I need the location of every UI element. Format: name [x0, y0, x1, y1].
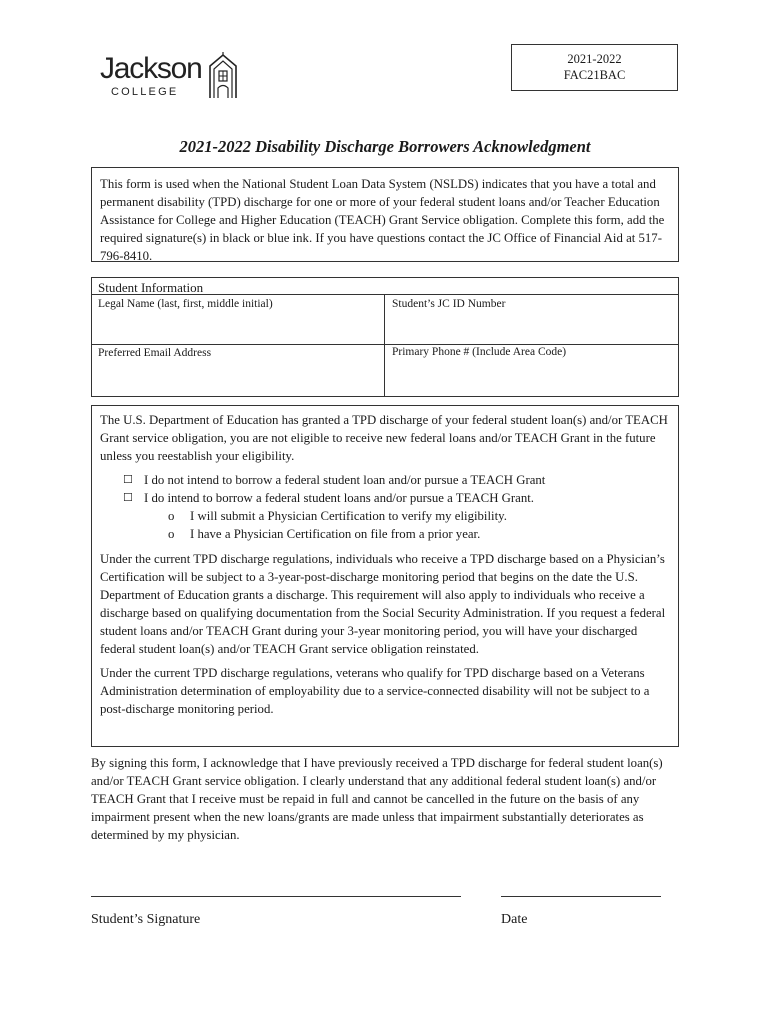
- award-year: 2021-2022: [567, 52, 622, 66]
- veterans-paragraph: Under the current TPD discharge regulations, veterans who qualify for TPD discharge based on a Veterans Administration determination of employability due to a service-connected disability will not be subject to a post-discharge monitoring period.: [100, 666, 650, 716]
- option-borrow[interactable]: [100, 489, 670, 507]
- phone-field[interactable]: Primary Phone # (Include Area Code): [392, 346, 567, 358]
- divider: [92, 344, 678, 345]
- student-info-table: [91, 277, 679, 397]
- checkbox-icon[interactable]: ☐: [123, 473, 133, 486]
- option-not-borrow[interactable]: [100, 471, 670, 489]
- divider: [384, 294, 385, 397]
- sub-option-submit-certification[interactable]: [100, 507, 670, 525]
- bullet-icon: o: [168, 509, 175, 523]
- date-label: Date: [501, 912, 528, 927]
- physician-paragraph: Under the current TPD discharge regulations, individuals who receive a TPD discharge based on a Physician’s Certification will be subject to a 3-year-post-discharge monitoring period that begins on the date the U.S. Department of Education grants a discharge. This requirement will also apply to individuals who receive a discharge based on qualifying documentation from the Social Security Administration. If you request a federal student loans and/or TEACH Grant during your 3-year monitoring period, you will have your discharged federal student loan(s) and/or TEACH Grant service obligation reinstated.: [100, 552, 666, 656]
- college-logo: [100, 52, 240, 100]
- option-label: I do not intend to borrow a federal student loan and/or pursue a TEACH Grant: [144, 473, 546, 487]
- email-field[interactable]: Preferred Email Address: [98, 347, 212, 359]
- date-line[interactable]: [501, 896, 661, 897]
- tpd-notice-box: [91, 405, 679, 747]
- bullet-icon: o: [168, 527, 175, 541]
- option-label: I do intend to borrow a federal student loans and/or pursue a TEACH Grant.: [144, 491, 534, 505]
- student-id-field[interactable]: Student’s JC ID Number: [392, 298, 506, 310]
- sub-option-certification-on-file[interactable]: [100, 525, 670, 543]
- tower-icon: [206, 52, 240, 100]
- legal-name-field[interactable]: Legal Name (last, first, middle initial): [98, 298, 273, 310]
- student-signature-line[interactable]: [91, 896, 461, 897]
- notice-intro: The U.S. Department of Education has granted a TPD discharge of your federal student loan(s) and/or TEACH Grant service obligation, you are not eligible to receive new federal loans and/or TEACH Grant in the future unless you reestablish your eligibility.: [100, 413, 668, 463]
- intro-text: This form is used when the National Student Loan Data System (NSLDS) indicates that you have a total and permanent disability (TPD) discharge for one or more of your federal student loans and/or Teacher Education Assistance for College and Higher Education (TEACH) Grant Service obligation. Complete this form, add the required signature(s) in black or blue ink. If you have questions contact the JC Office of Financial Aid at 517-796-8410.: [100, 177, 665, 263]
- form-code: FAC21BAC: [563, 68, 626, 82]
- divider: [92, 294, 678, 295]
- page-title: 2021-2022 Disability Discharge Borrowers Acknowledgment: [179, 137, 591, 156]
- student-info-heading: Student Information: [98, 280, 204, 295]
- sub-option-label: I will submit a Physician Certification to verify my eligibility.: [190, 509, 507, 523]
- acknowledgment-text: By signing this form, I acknowledge that I have previously received a TPD discharge for federal student loan(s) and/or TEACH Grant service obligation. I clearly understand that any additional federal student loan(s) and/or TEACH Grant that I receive must be repaid in full and cannot be cancelled in the future on the basis of any impairment present when the new loans/grants are made unless that impairment substantially deteriorates as determined by my physician.: [91, 756, 663, 842]
- intent-options: [100, 471, 670, 543]
- intro-box: [91, 167, 679, 262]
- student-signature-label: Student’s Signature: [91, 912, 201, 927]
- logo-name: Jackson: [100, 52, 202, 85]
- checkbox-icon[interactable]: ☐: [123, 491, 133, 504]
- logo-subtitle: COLLEGE: [111, 86, 179, 98]
- form-code-box: [511, 44, 678, 91]
- sub-option-label: I have a Physician Certification on file from a prior year.: [190, 527, 481, 541]
